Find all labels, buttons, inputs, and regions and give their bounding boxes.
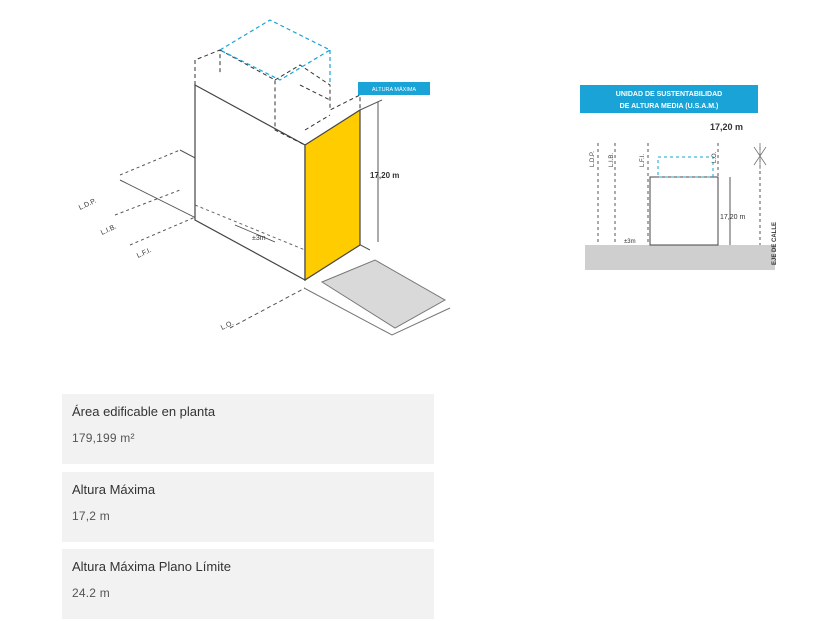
label-lo: L.O. (219, 319, 235, 332)
facade-max-height (305, 110, 360, 280)
info-card-label: Altura Máxima (72, 482, 156, 497)
label-lfi: L.F.I. (135, 247, 153, 260)
ground-band (585, 245, 775, 270)
usam-title-line2: DE ALTURA MEDIA (U.S.A.M.) (619, 103, 719, 110)
max-height-tag-label: ALTURA MÁXIMA (371, 87, 417, 93)
info-card-label: Altura Máxima Plano Límite (72, 559, 231, 574)
height-label: 17,20 m (370, 171, 400, 180)
setback-label: ±3m (252, 235, 266, 242)
label-ldp: L.D.P. (77, 197, 98, 212)
usam-label-lib: L.I.B. (609, 152, 615, 167)
upper-volume-outline (220, 20, 330, 85)
section-diagram (580, 85, 800, 275)
isometric-building-diagram (60, 10, 480, 350)
building-side-face (195, 85, 305, 280)
usam-title-line1: UNIDAD DE SUSTENTABILIDAD (615, 91, 723, 98)
usam-label-lfi: L.F.I. (640, 153, 646, 167)
section-upper-volume (658, 157, 713, 177)
info-card-max-height (62, 472, 434, 542)
usam-label-lo: L.O. (712, 151, 718, 163)
section-building (650, 177, 718, 245)
street-axis-label: EJE DE CALLE (772, 221, 778, 265)
usam-side-height-label: 17,20 m (720, 214, 746, 221)
info-card-value: 24.2 m (72, 586, 110, 600)
sidewalk-shape (322, 260, 445, 328)
usam-label-ldp: L.D.P. (590, 151, 596, 167)
label-lib: L.I.B. (99, 223, 118, 237)
info-card-value: 17,2 m (72, 509, 110, 523)
street-axis-icon (754, 143, 766, 169)
info-card-max-height-limit (62, 549, 434, 619)
usam-top-height-label: 17,20 m (710, 122, 744, 132)
usam-setback-label: ±3m (624, 239, 636, 245)
info-card-area (62, 394, 434, 464)
info-card-value: 179,199 m² (72, 431, 135, 445)
info-card-label: Área edificable en planta (72, 404, 216, 419)
